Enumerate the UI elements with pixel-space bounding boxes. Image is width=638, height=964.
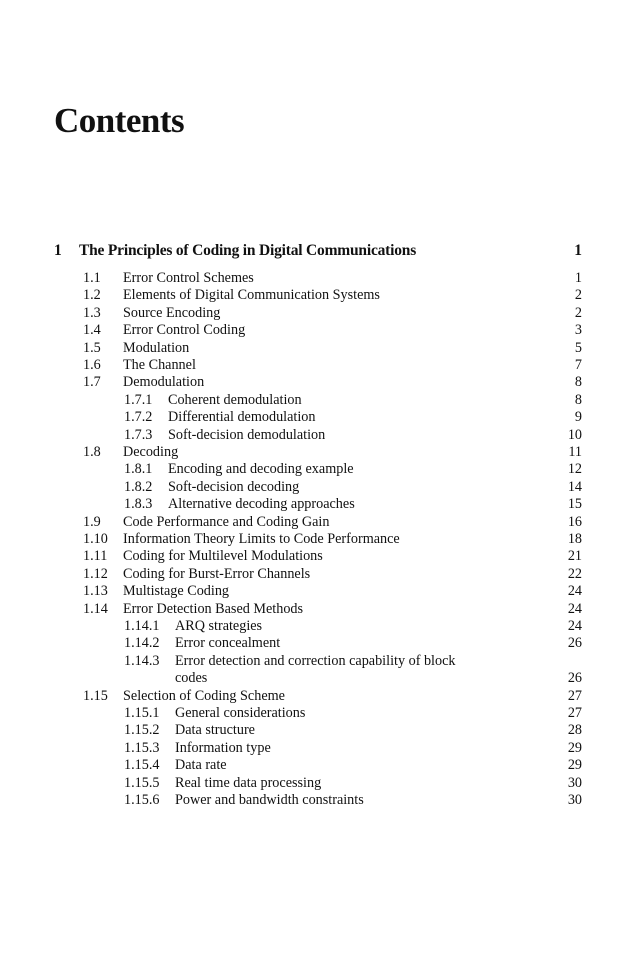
toc-entry-number: 1.14.1 [124, 618, 160, 634]
toc-entry-page: 8 [574, 391, 582, 408]
toc-entry-page: 1 [574, 270, 582, 286]
toc-entry-number: 1.7.2 [124, 409, 153, 426]
toc-entry-title: Data structure [175, 722, 255, 739]
toc-entry-page: 10 [567, 426, 582, 443]
toc-entry-number: 1 [54, 242, 62, 259]
toc-entry[interactable] [54, 617, 582, 635]
toc-entry[interactable] [54, 791, 582, 809]
toc-entry[interactable] [54, 391, 582, 409]
toc-entry[interactable] [54, 513, 582, 531]
toc-entry-number: 1.15 [83, 687, 108, 704]
toc-entry-title: Information Theory Limits to Code Performance [123, 531, 400, 547]
toc-entry-page: 30 [567, 792, 582, 808]
toc-entry-title: Error concealment [175, 635, 281, 652]
toc-entry-number: 1.13 [83, 583, 108, 600]
toc-entry-number: 1.14.3 [124, 652, 160, 669]
toc-entry-page: 8 [574, 374, 582, 391]
toc-entry[interactable] [54, 426, 582, 444]
toc-entry[interactable] [54, 408, 582, 426]
toc-entry[interactable] [54, 495, 582, 513]
toc-entry[interactable] [54, 634, 582, 652]
toc-entry-page: 11 [568, 444, 582, 460]
toc-entry-page: 26 [567, 670, 582, 687]
toc-entry-title: Soft-decision demodulation [168, 426, 326, 443]
toc-entry[interactable] [54, 321, 582, 339]
toc-entry-title: Decoding [123, 444, 179, 460]
page-title: Contents [54, 101, 185, 140]
toc-entry-number: 1.15.1 [124, 705, 160, 721]
toc-entry-number: 1.8 [83, 444, 101, 460]
toc-entry-number: 1.15.4 [124, 757, 160, 774]
toc-entry[interactable] [54, 652, 582, 670]
toc-entry[interactable] [54, 304, 582, 322]
toc-entry-number: 1.2 [83, 287, 101, 304]
toc-entry-title: Information type [175, 739, 271, 756]
toc-entry-title: Soft-decision decoding [168, 478, 300, 495]
toc-entry-title: Coding for Burst-Error Channels [123, 565, 311, 582]
toc-entry-page: 2 [574, 287, 582, 304]
toc-entry[interactable] [54, 687, 582, 705]
toc-entry-page: 28 [567, 722, 582, 739]
toc-entry[interactable] [54, 478, 582, 496]
toc-entry-title: Error detection and correction capability of block [175, 652, 456, 669]
toc-entry-title: Code Performance and Coding Gain [123, 513, 330, 530]
toc-entry-title: Elements of Digital Communication Systems [123, 287, 380, 304]
toc-entry-page: 14 [567, 478, 582, 495]
toc-entry-number: 1.8.1 [124, 461, 153, 478]
toc-entry-title: Modulation [123, 339, 190, 356]
toc-entry-number: 1.11 [83, 548, 108, 565]
toc-entry-title: Multistage Coding [123, 583, 230, 600]
toc-entry[interactable] [54, 339, 582, 357]
toc-entry[interactable] [54, 721, 582, 739]
toc-entry-number: 1.15.6 [124, 792, 160, 808]
toc-entry-page: 3 [574, 322, 582, 339]
toc-entry-page: 7 [574, 357, 582, 373]
toc-entry[interactable] [54, 547, 582, 565]
toc-entry-number: 1.8.2 [124, 478, 153, 495]
toc-entry[interactable] [54, 356, 582, 374]
toc-entry-page: 24 [567, 600, 582, 617]
toc-chapter[interactable] [54, 242, 582, 260]
toc-entry-number: 1.15.2 [124, 722, 160, 739]
toc-entry-number: 1.9 [83, 513, 101, 530]
toc-entry[interactable] [54, 756, 582, 774]
toc-entry-title: General considerations [175, 705, 306, 721]
toc-entry-page: 21 [567, 548, 582, 565]
toc-entry-page: 26 [567, 635, 582, 652]
toc-entry-page: 5 [574, 339, 582, 356]
toc-entry-number: 1.7.3 [124, 426, 153, 443]
toc-entry-page: 15 [567, 496, 582, 513]
toc-entry-number: 1.8.3 [124, 496, 153, 513]
toc-entry-number: 1.7 [83, 374, 101, 391]
toc-entry[interactable] [54, 600, 582, 618]
toc-entry[interactable] [54, 774, 582, 792]
toc-entry-number: 1.1 [83, 270, 101, 286]
toc-entry-page: 24 [567, 583, 582, 600]
toc-entry-title: Real time data processing [175, 774, 322, 791]
toc-entry-number: 1.7.1 [124, 391, 153, 408]
toc-entry-number: 1.3 [83, 304, 101, 321]
toc-entry-title: Error Detection Based Methods [123, 600, 304, 617]
toc-entry-number: 1.4 [83, 322, 101, 339]
toc-entry[interactable] [54, 704, 582, 722]
toc-entry-title: Encoding and decoding example [168, 461, 354, 478]
toc-entry-page: 16 [567, 513, 582, 530]
toc-entry-page: 1 [574, 242, 582, 259]
toc-entry-page: 12 [567, 461, 582, 478]
toc-entry-title: Error Control Coding [123, 322, 246, 339]
toc-entry-number: 1.6 [83, 357, 101, 373]
toc-entry-page: 29 [567, 757, 582, 774]
toc-entry-page: 22 [567, 565, 582, 582]
toc-entry[interactable] [54, 565, 582, 583]
toc-entry[interactable] [54, 582, 582, 600]
toc-entry-title: Coherent demodulation [168, 391, 302, 408]
toc-entry[interactable] [54, 460, 582, 478]
toc-entry[interactable] [54, 373, 582, 391]
toc-entry-title: Differential demodulation [168, 409, 316, 426]
toc-entry-title: The Principles of Coding in Digital Communications [79, 242, 417, 259]
toc-entry-number: 1.10 [83, 531, 108, 547]
toc-entry-number: 1.14 [83, 600, 108, 617]
toc-entry-title: Coding for Multilevel Modulations [123, 548, 323, 565]
toc-entry[interactable] [54, 269, 582, 287]
toc-entry-title: codes [175, 670, 208, 687]
toc-entry[interactable] [54, 443, 582, 461]
toc-entry-page: 27 [567, 705, 582, 721]
toc-entry[interactable] [54, 286, 582, 304]
toc-entry[interactable] [54, 530, 582, 548]
toc-entry-page: 29 [567, 739, 582, 756]
toc-entry-title: Alternative decoding approaches [168, 496, 355, 513]
toc-entry-title: The Channel [123, 357, 196, 373]
toc-entry[interactable] [54, 739, 582, 757]
toc-entry-number: 1.15.3 [124, 739, 160, 756]
toc-entry-title: Data rate [175, 757, 227, 774]
toc-entry-number: 1.5 [83, 339, 101, 356]
toc-entry-number: 1.12 [83, 565, 108, 582]
toc-entry-page: 2 [574, 304, 582, 321]
toc-entry-title: Source Encoding [123, 304, 221, 321]
toc-entry-title: Demodulation [123, 374, 205, 391]
toc-entry-title: ARQ strategies [175, 618, 263, 634]
toc-entry-number: 1.14.2 [124, 635, 160, 652]
toc-entry-title: Selection of Coding Scheme [123, 687, 285, 704]
toc-entry-page: 18 [567, 531, 582, 547]
toc-entry-page: 9 [574, 409, 582, 426]
toc-entry-page: 24 [567, 618, 582, 634]
toc-entry-page: 30 [567, 774, 582, 791]
toc-entry-title: Error Control Schemes [123, 270, 254, 286]
toc-entry-page: 27 [567, 687, 582, 704]
toc-entry-number: 1.15.5 [124, 774, 160, 791]
toc-entry-title: Power and bandwidth constraints [175, 792, 364, 808]
toc-entry[interactable] [54, 669, 582, 687]
